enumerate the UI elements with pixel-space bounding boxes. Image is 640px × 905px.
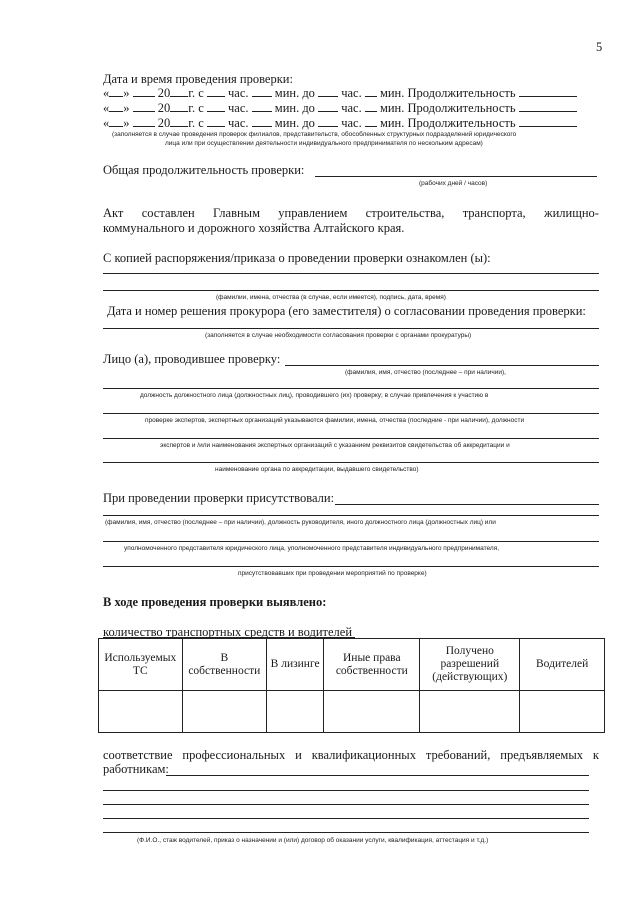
qualification-line-1: соответствие профессиональных и квалификационных требований, предъявляемых к [103,748,599,762]
vehicles-label: количество транспортных средств и водителей [103,625,353,639]
table-cell [420,691,520,733]
datetime-note-2: лица или при осуществлении деятельности индивидуального предпринимателя по нескольким адресам) [165,140,483,147]
copy-order-label: С копией распоряжения/приказа о проведении проверки ознакомлен (ы): [103,251,491,265]
present-line-3 [103,541,599,542]
present-label: При проведении проверки присутствовали: [103,491,335,505]
act-line-2: коммунального и дорожного хозяйства Алтайского края. [103,221,405,235]
datetime-note-1: (заполняется в случае проведения проверок филиалов, представительств, обособленных структурных подразделений юридического [112,131,517,138]
table-cell [520,691,605,733]
qualification-line-d [103,818,589,819]
qualification-line-2: работникам: [103,762,169,776]
qualification-line-c [103,804,589,805]
col-header-owned: В собственности [182,639,267,691]
total-duration-line [315,176,597,177]
datetime-row-2: « » 20 г. с час. мин. до час. мин. Продолжительность [103,101,577,116]
inspector-label: Лицо (а), проводившее проверку: [103,352,281,366]
findings-heading: В ходе проведения проверки выявлено: [103,595,327,609]
qualification-line-a [166,775,589,776]
present-note-3: присутствовавших при проведении мероприятий по проверке) [238,570,427,577]
inspector-note-3: проверке экспертов, экспертных организаций указываются фамилии, имена, отчества (последние - при наличии), должности [145,417,525,424]
col-header-drivers: Водителей [520,639,605,691]
inspector-line-3 [103,413,599,414]
inspector-note-1: (фамилия, имя, отчество (последнее – при наличии), [345,369,506,376]
copy-order-note: (фамилии, имена, отчества (в случае, если имеется), подпись, дата, время) [216,294,446,301]
present-note-2: уполномоченного представителя юридического лица, уполномоченного представителя индивидуального предпринимателя, [124,545,500,552]
table-cell [182,691,267,733]
col-header-other-rights: Иные права собственности [324,639,420,691]
table-cell [324,691,420,733]
table-header-row [99,639,605,691]
present-note-1: (фамилия, имя, отчество (последнее – при наличии), должность руководителя, иного должностного лица (должностных лиц) или [105,519,496,526]
inspector-note-4: экспертов и /или наименования экспертных организаций с указанием реквизитов свидетельства об аккредитации и [160,442,510,449]
prosecutor-line [103,328,599,329]
table-cell [267,691,324,733]
inspector-note-2: должность должностного лица (должностных лиц), проводившего (их) проверку; в случае привлечения к участию в [140,392,489,399]
present-line-4 [103,566,599,567]
table-cell [99,691,183,733]
inspector-line-5 [103,462,599,463]
prosecutor-label: Дата и номер решения прокурора (его заместителя) о согласовании проведения проверки: [107,304,586,318]
copy-order-line-2 [103,290,599,291]
inspector-line-4 [103,438,599,439]
table-row [99,691,605,733]
qualification-line-e [103,832,589,833]
col-header-leasing: В лизинге [267,639,324,691]
datetime-label: Дата и время проведения проверки: [103,72,293,86]
total-duration-label: Общая продолжительность проверки: [103,163,305,177]
inspector-line-1 [285,365,599,366]
page-number: 5 [596,40,603,54]
present-line-2 [103,515,599,516]
datetime-row-1: « » 20 г. с час. мин. до час. мин. Продолжительность [103,86,577,101]
col-header-used-vehicles: Используемых ТС [99,639,183,691]
qualification-note: (Ф.И.О., стаж водителей, приказ о назначении и (или) договор об оказании услуги, квалификация, аттестация и т.д.) [137,837,489,844]
prosecutor-note: (заполняется в случае необходимости согласования проверки с органами прокуратуры) [205,332,472,339]
copy-order-line-1 [103,273,599,274]
inspector-note-5: наименование органа по аккредитации, выдавшего свидетельство) [215,466,419,473]
vehicles-table [98,638,605,733]
present-line-1 [335,504,599,505]
inspector-line-2 [103,388,599,389]
qualification-line-b [103,790,589,791]
total-duration-note: (рабочих дней / часов) [419,180,488,187]
act-line-1: Акт составлен Главным управлением строительства, транспорта, жилищно- [103,206,599,220]
datetime-row-3: « » 20 г. с час. мин. до час. мин. Продолжительность [103,116,577,131]
col-header-permits: Получено разрешений (действующих) [420,639,520,691]
